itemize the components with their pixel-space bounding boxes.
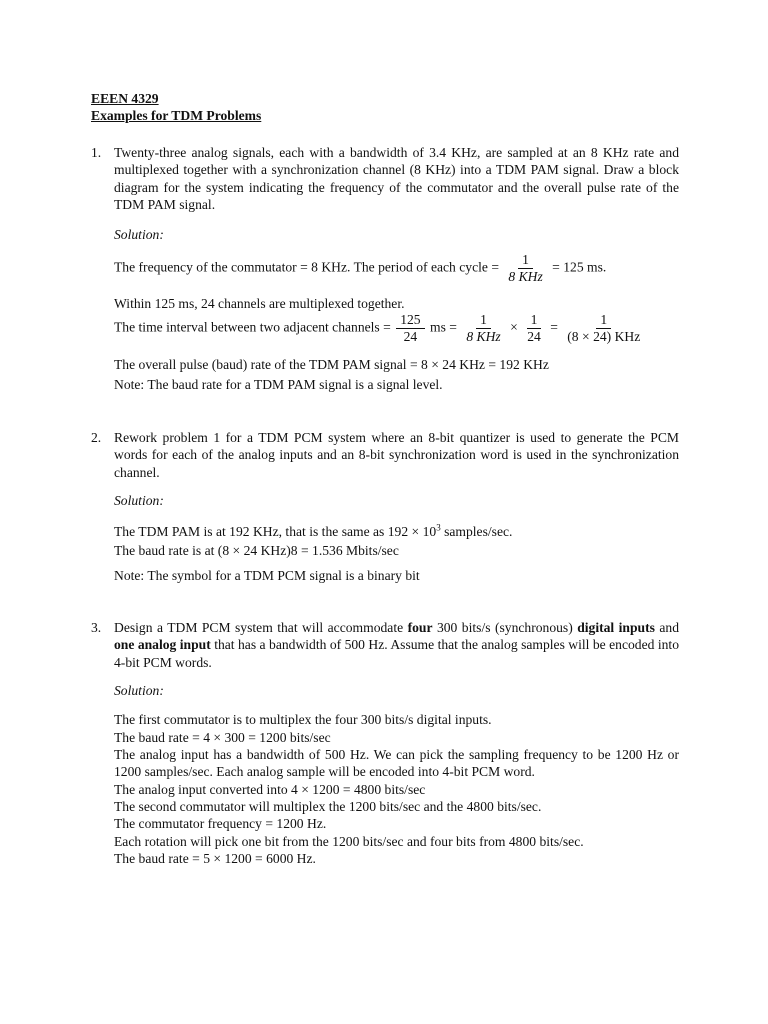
course-code: EEEN 4329 [91,91,159,106]
fraction-denominator: 24 [527,329,541,344]
fraction-numerator: 1 [527,312,542,329]
solution-line: Each rotation will pick one bit from the 1200 bits/sec and four bits from 4800 bits/sec. [114,834,584,849]
solution-label: Solution: [114,227,164,242]
fraction-numerator: 1 [518,252,533,269]
fraction [504,252,546,285]
solution-line: The baud rate = 4 × 300 = 1200 bits/sec [114,730,331,745]
time-interval-line [114,312,646,345]
solution-line: The second commutator will multiplex the 1200 bits/sec and the 4800 bits/sec. [114,799,542,814]
line-text: × [510,319,518,335]
problem-statement: Twenty-three analog signals, each with a bandwidth of 3.4 KHz, are sampled at an 8 KHz rate and multiplexed together with a synchronization channel (8 KHz) into a TDM PAM signal. Draw a block diagram for the system indicating the frequency of the commutator and the overall pulse rate of the TDM PAM signal. [114,145,679,213]
solution-line: The analog input converted into 4 × 1200 = 4800 bits/sec [114,782,426,797]
line-text: The TDM PAM is at 192 KHz, that is the same as 192 × 10 [114,524,437,539]
problem-statement: Design a TDM PCM system that will accommodate four 300 bits/s (synchronous) digital inputs and one analog input that has a bandwidth of 500 Hz. Assume that the analog samples will be encoded into 4-bit PCM words. [114,620,680,670]
line-text: = [550,319,558,335]
solution-line: The commutator frequency = 1200 Hz. [114,816,327,831]
fraction [396,312,424,345]
fraction-denominator: 8 KHz [466,329,501,344]
line-text: The time interval between two adjacent channels = [114,319,391,335]
line-text: ms = [430,319,457,335]
baud-rate-line: The overall pulse (baud) rate of the TDM PAM signal = 8 × 24 KHz = 192 KHz [114,357,549,372]
fraction-denominator: 8 KHz [508,269,543,284]
commutator-frequency-line [114,252,606,285]
solution-line: The analog input has a bandwidth of 500 Hz. We can pick the sampling frequency to be 1200 Hz or 1200 samples/sec. Each analog sample will be encoded into 4-bit PCM word. [114,747,679,780]
problem-number: 3. [91,620,102,635]
line-text: The frequency of the commutator = 8 KHz. The period of each cycle = [114,259,499,275]
line-text: = 125 ms. [552,259,607,275]
solution-label: Solution: [114,683,164,698]
within-line: Within 125 ms, 24 channels are multiplexed together. [114,296,405,311]
problem-statement: Rework problem 1 for a TDM PCM system where an 8-bit quantizer is used to generate the PCM words for each of the analog inputs and an 8-bit synchronization word is used in the synchronization channel. [114,430,679,480]
fraction [462,312,504,345]
solution-label: Solution: [114,493,164,508]
fraction-numerator: 1 [596,312,611,329]
fraction-numerator: 125 [396,312,424,329]
fraction-denominator: (8 × 24) KHz [567,329,641,344]
solution-line: The baud rate = 5 × 1200 = 6000 Hz. [114,851,316,866]
baud-rate-line: The baud rate is at (8 × 24 KHz)8 = 1.536 Mbits/sec [114,543,399,558]
line-text: samples/sec. [440,524,513,539]
document-title: Examples for TDM Problems [91,108,262,124]
fraction [563,312,644,345]
problem-number: 2. [91,430,102,445]
fraction-numerator: 1 [476,312,491,329]
solution-line: The first commutator is to multiplex the four 300 bits/s digital inputs. [114,712,492,727]
document-header [91,90,261,125]
exponent: 3 [436,522,441,533]
fraction [523,312,545,345]
problem-number: 1. [91,145,102,160]
tdm-pam-line [114,523,512,540]
fraction-denominator: 24 [403,329,418,344]
note-line: Note: The symbol for a TDM PCM signal is a binary bit [114,568,420,583]
note-line: Note: The baud rate for a TDM PAM signal is a signal level. [114,377,443,392]
